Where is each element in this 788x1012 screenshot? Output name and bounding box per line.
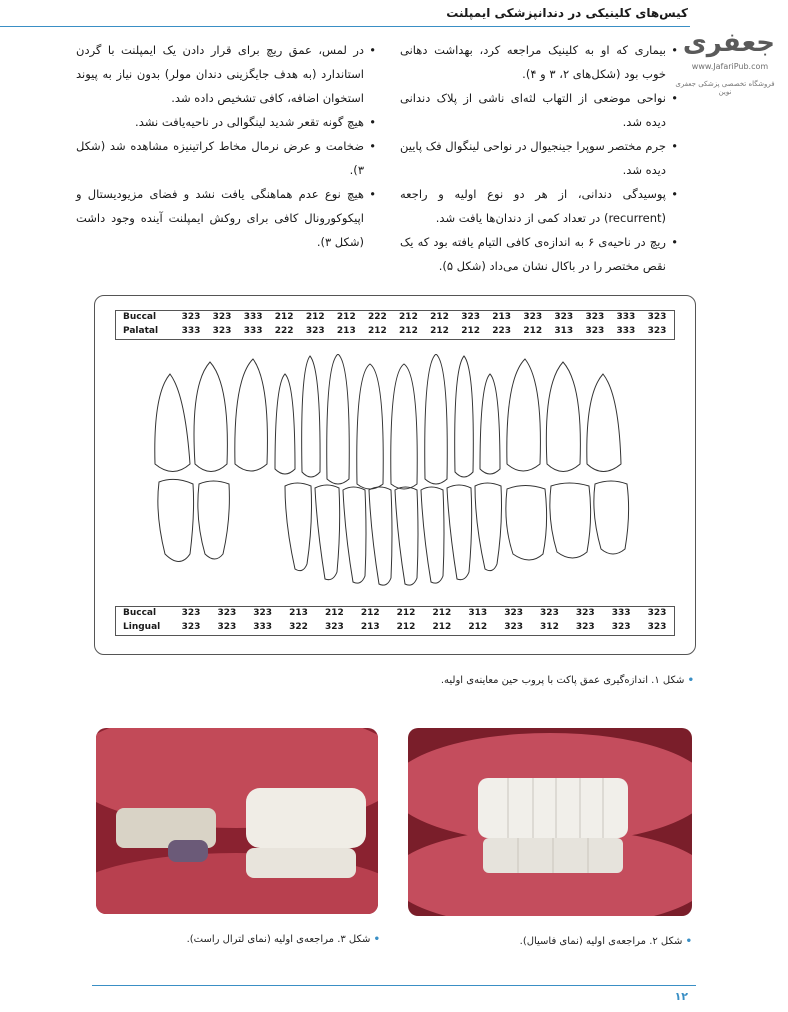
pocket-depth-value: 323 — [305, 326, 325, 336]
pocket-depth-value: 212 — [305, 312, 325, 322]
pocket-depth-value: 323 — [181, 622, 201, 632]
pocket-depth-value: 212 — [399, 326, 418, 336]
figure-3-caption: • شکل ۳. مراجعه‌ی اولیه (نمای لترال راست). — [186, 934, 380, 945]
pocket-depth-value: 212 — [274, 312, 294, 322]
pocket-depth-value: 323 — [217, 608, 237, 618]
bullet-item: • پوسیدگی دندانی، از هر دو نوع اولیه و راجعه (recurrent) در تعداد کمی از دندان‌ها یافت شد. — [400, 182, 678, 230]
upper-buccal-row — [116, 311, 674, 325]
pocket-depth-value: 212 — [461, 326, 480, 336]
pocket-depth-value: 313 — [554, 326, 574, 336]
pocket-depth-value: 323 — [253, 608, 273, 618]
pocket-depth-value: 323 — [647, 326, 667, 336]
pocket-depth-value: 312 — [540, 622, 559, 632]
pocket-depth-value: 323 — [585, 326, 605, 336]
pocket-depth-value: 323 — [212, 312, 232, 322]
pocket-depth-value: 323 — [324, 622, 344, 632]
pocket-depth-value: 213 — [336, 326, 356, 336]
lateral-teeth-image — [96, 728, 378, 914]
pocket-depth-value: 322 — [289, 622, 308, 632]
pocket-depth-value: 212 — [396, 608, 416, 618]
pocket-depth-value: 323 — [217, 622, 237, 632]
pocket-depth-value: 333 — [616, 326, 636, 336]
row-label: Palatal — [123, 326, 159, 336]
row-label: Buccal — [123, 608, 157, 618]
pocket-depth-value: 212 — [360, 608, 380, 618]
pocket-depth-value: 323 — [504, 622, 523, 632]
row-label: Lingual — [123, 622, 161, 632]
pocket-depth-value: 323 — [611, 622, 631, 632]
pocket-depth-value: 323 — [504, 608, 523, 618]
bullet-item: • نواحی موضعی از التهاب لثه‌ای ناشی از پلاک دندانی دیده شد. — [400, 86, 678, 134]
pocket-depth-value: 212 — [396, 622, 416, 632]
frontal-teeth-image — [408, 728, 692, 916]
figure-1-caption: • شکل ۱. اندازه‌گیری عمق پاکت با پروب حین معاینه‌ی اولیه. — [440, 675, 694, 686]
footer-rule — [92, 985, 696, 986]
pocket-depth-value: 213 — [360, 622, 380, 632]
pocket-depth-value: 323 — [647, 608, 667, 618]
pocket-depth-value: 323 — [575, 608, 595, 618]
photo-frontal-view — [408, 728, 692, 916]
pocket-depth-value: 212 — [432, 622, 452, 632]
lower-pocket-table — [115, 606, 675, 636]
pocket-depth-value: 333 — [611, 608, 631, 618]
pocket-depth-value: 323 — [647, 622, 667, 632]
lower-buccal-row — [116, 607, 674, 621]
pocket-depth-value: 222 — [367, 312, 387, 322]
pocket-depth-value: 212 — [430, 312, 449, 322]
pocket-depth-value: 213 — [492, 312, 512, 322]
pocket-depth-value: 313 — [468, 608, 488, 618]
lower-teeth — [158, 479, 629, 585]
pocket-depth-value: 323 — [181, 608, 201, 618]
logo-tagline: فروشگاه تخصصی پزشکی جعفری نوین — [675, 80, 775, 96]
pocket-depth-value: 212 — [468, 622, 488, 632]
pocket-depth-value: 223 — [492, 326, 512, 336]
pocket-depth-value: 333 — [181, 326, 201, 336]
figure-2-caption: • شکل ۲. مراجعه‌ی اولیه (نمای فاسیال). — [519, 936, 692, 947]
bullet-item: • جرم مختصر سوپرا جینجیوال در نواحی لینگوال فک پایین دیده شد. — [400, 134, 678, 182]
pocket-depth-value: 323 — [554, 312, 574, 322]
pocket-depth-value: 212 — [336, 312, 356, 322]
logo-brand: جعفری — [682, 28, 775, 58]
pocket-depth-value: 323 — [523, 312, 543, 322]
logo-website: www.JafariPub.com — [691, 62, 769, 71]
page-number: ۱۲ — [674, 990, 688, 1003]
pocket-depth-value: 323 — [181, 312, 201, 322]
running-header: کیس‌های کلینیکی در دندانپزشکی ایمپلنت — [446, 6, 688, 20]
text-column-right — [400, 38, 678, 278]
pocket-depth-value: 333 — [253, 622, 273, 632]
text-column-left — [76, 38, 376, 254]
pocket-depth-value: 212 — [399, 312, 418, 322]
pocket-depth-value: 323 — [585, 312, 605, 322]
pocket-depth-value: 333 — [616, 312, 636, 322]
bullet-item: • بیماری که او به کلینیک مراجعه کرد، بهداشت دهانی خوب بود (شکل‌های ۲، ۳ و ۴). — [400, 38, 678, 86]
pocket-depth-value: 333 — [243, 312, 263, 322]
bullet-item: • ریچ در ناحیه‌ی ۶ به اندازه‌ی کافی التیام یافته بود که یک نقص مختصر را در باکال نشان می‌داد (شکل ۵). — [400, 230, 678, 278]
upper-palatal-row — [116, 325, 674, 339]
pocket-depth-value: 212 — [523, 326, 543, 336]
pocket-depth-value: 212 — [430, 326, 449, 336]
pocket-depth-value: 222 — [274, 326, 294, 336]
pocket-depth-value: 323 — [461, 312, 480, 322]
pocket-depth-value: 213 — [289, 608, 308, 618]
pocket-depth-value: 212 — [367, 326, 387, 336]
row-label: Buccal — [123, 312, 157, 322]
pocket-depth-value: 323 — [647, 312, 667, 322]
lower-lingual-row — [116, 621, 674, 635]
pocket-depth-value: 323 — [212, 326, 232, 336]
bullet-item: • در لمس، عمق ریچ برای قرار دادن یک ایمپلنت با گردن استاندارد (به هدف جایگزینی دندان مولر) بدون نیاز به پیوند استخوان اضافه، کافی تشخیص داده شد. — [76, 38, 376, 110]
bullet-item: • هیچ گونه تقعر شدید لینگوالی در ناحیه‌یافت نشد. — [76, 110, 376, 134]
periodontal-chart — [94, 295, 696, 655]
bullet-item: • هیچ نوع عدم هماهنگی یافت نشد و فضای مزیودیستال و اپیکوکورونال کافی برای روکش ایمپلنت آینده وجود داشت (شکل ۳). — [76, 182, 376, 254]
pocket-depth-value: 323 — [575, 622, 595, 632]
header-rule — [0, 26, 690, 27]
bullet-item: • ضخامت و عرض نرمال مخاط کراتینیزه مشاهده شد (شکل ۳). — [76, 134, 376, 182]
upper-pocket-table — [115, 310, 675, 340]
pocket-depth-value: 323 — [540, 608, 559, 618]
pocket-depth-value: 212 — [324, 608, 344, 618]
pocket-depth-value: 212 — [432, 608, 452, 618]
upper-teeth — [155, 354, 621, 489]
photo-lateral-view — [96, 728, 378, 914]
pocket-depth-value: 333 — [243, 326, 263, 336]
publisher-logo — [675, 26, 775, 96]
teeth-diagram — [135, 354, 655, 594]
